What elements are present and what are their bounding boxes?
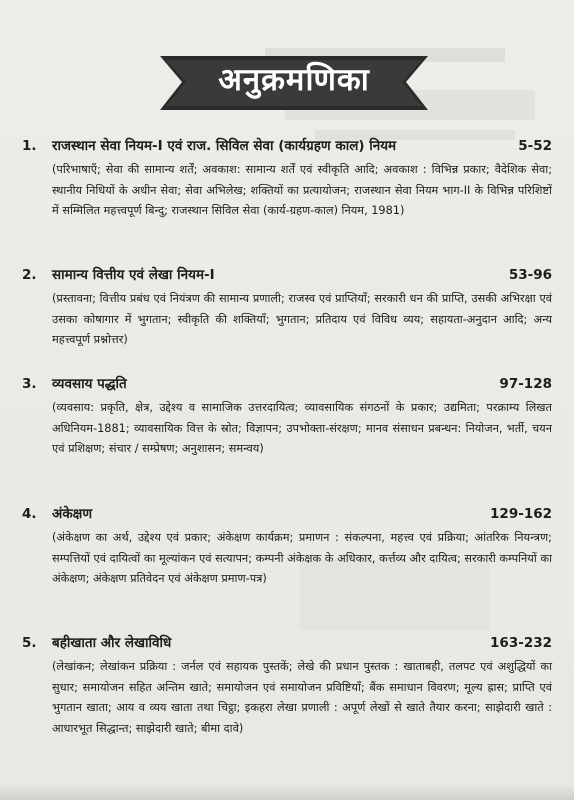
entry-pages: 5-52 <box>518 138 552 154</box>
entry-pages: 163-232 <box>490 635 552 651</box>
toc-entry-3 <box>22 374 552 460</box>
entry-pages: 129-162 <box>490 506 552 522</box>
entry-number: 3. <box>22 376 37 392</box>
toc-entry-2 <box>22 265 552 351</box>
entry-title: बहीखाता और लेखाविधि <box>52 635 172 651</box>
entry-title: राजस्थान सेवा नियम-I एवं राज. सिविल सेवा (कार्यग्रहण काल) नियम <box>52 138 397 154</box>
entry-pages: 97-128 <box>499 376 552 392</box>
entry-number: 5. <box>22 635 37 651</box>
entry-number: 4. <box>22 506 37 522</box>
entry-number: 2. <box>22 267 37 283</box>
entry-title: व्यवसाय पद्धति <box>52 376 127 392</box>
toc-entry-1 <box>22 136 552 222</box>
entry-pages: 53-96 <box>508 267 552 283</box>
entry-title: सामान्य वित्तीय एवं लेखा नियम-I <box>52 267 215 283</box>
entry-description: (व्यवसाय: प्रकृति, क्षेत्र, उद्देश्य व सामाजिक उत्तरदायित्व; व्यावसायिक संगठनों के प्रकार; उद्यमिता; परक्राम्य लिखत अधिनियम-1881; व्यावसायिक वित्त के स्रोत; विज्ञापन; उपभोक्ता-संरक्षण; मानव संसाधन प्रबन्धन: नियोजन, भर्ती, चयन एवं प्रशिक्षण; संचार / सम्प्रेषण; अनुशासन; समन्वय) <box>52 401 552 455</box>
entry-number: 1. <box>22 138 37 154</box>
entry-description: (लेखांकन; लेखांकन प्रक्रिया : जर्नल एवं सहायक पुस्तकें; लेखे की प्रधान पुस्तक : खाताबही, तलपट एवं अशुद्धियों का सुधार; समायोजन सहित अन्तिम खाते; समायोजन एवं समायोजन प्रविष्टियाँ; बैंक समाधान विवरण; मूल्य ह्रास; प्राप्ति एवं भुगतान खाता; आय व व्यय खाता तथा चिट्ठा; इकहरा लेखा प्रणाली : अपूर्ण लेखों से खाते तैयार करना; साझेदारी खाते : आधारभूत सिद्धान्त; साझेदारी खाते; बीमा दावे) <box>52 660 552 735</box>
entry-title: अंकेक्षण <box>52 506 93 522</box>
title-banner <box>160 48 428 116</box>
page-title: अनुक्रमणिका <box>218 62 370 98</box>
toc-entry-4 <box>22 504 552 590</box>
entry-description: (अंकेक्षण का अर्थ, उद्देश्य एवं प्रकार; अंकेक्षण कार्यक्रम; प्रमाणन : संकल्पना, महत्त्व एवं प्रक्रिया; आंतरिक नियन्त्रण; सम्पत्तियों एवं दायित्वों का मूल्यांकन एवं सत्यापन; कम्पनी अंकेक्षक के अधिकार, कर्त्तव्य और दायित्व; सरकारी कम्पनियों का अंकेक्षण; अंकेक्षण प्रतिवेदन एवं अंकेक्षण प्रमाण-पत्र) <box>52 531 552 585</box>
entry-description: (प्रस्तावना; वित्तीय प्रबंध एवं नियंत्रण की सामान्य प्रणाली; राजस्व एवं प्राप्तियाँ; सरकारी धन की प्राप्ति, उसकी अभिरक्षा एवं उसका कोषागार में भुगतान; स्वीकृति की शक्तियाँ; भुगतान; प्रतिदाय एवं विविध व्यय; सहायता-अनुदान आदि; अन्य महत्त्वपूर्ण प्रश्नोत्तर) <box>52 292 552 346</box>
entry-description: (परिभाषाएँ; सेवा की सामान्य शर्तें; अवकाश: सामान्य शर्तें एवं स्वीकृति आदि; अवकाश : विभिन्न प्रकार; वैदेशिक सेवा; स्थानीय निधियों के अधीन सेवा; सेवा अभिलेख; शक्तियों का प्रत्यायोजन; राजस्थान सेवा नियम भाग-II के विभिन्न परिशिष्टों में सम्मिलित महत्त्वपूर्ण बिन्दु; राजस्थान सिविल सेवा (कार्य-ग्रहण-काल) नियम, 1981) <box>52 163 552 217</box>
toc-entry-5 <box>22 633 552 739</box>
page-bottom-edge <box>0 786 574 800</box>
